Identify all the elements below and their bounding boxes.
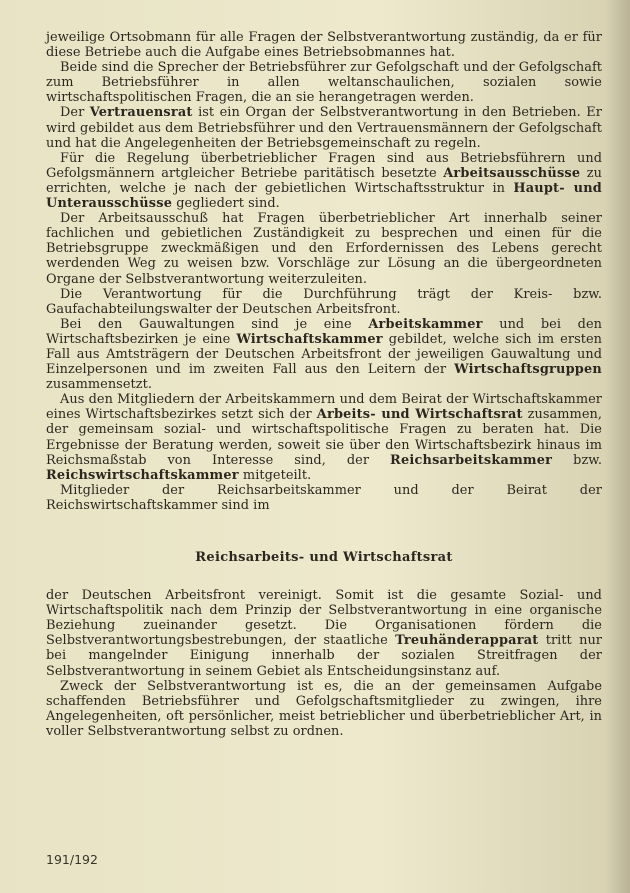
- paragraph-10: [46, 588, 602, 679]
- term-haupt-unterausschuesse: Haupt- und Unterausschüsse: [46, 180, 603, 212]
- paragraph-4: [46, 151, 602, 211]
- term-treuhaenderapparat: Treuhänderapparat: [395, 633, 539, 649]
- text-run: zusammensetzt.: [46, 377, 152, 393]
- term-wirtschaftsgruppen: Wirtschaftsgruppen: [454, 362, 602, 378]
- paragraph-9: Mitglieder der Reichsarbeitskammer und der Beirat der Reichswirtschaftskammer sind im: [46, 482, 602, 513]
- term-reichswirtschaftskammer: Reichswirtschaftskammer: [46, 467, 239, 483]
- text-run: Bei den Gauwaltungen sind je eine: [60, 316, 369, 332]
- section-heading: Reichsarbeits- und Wirtschaftsrat: [195, 550, 453, 565]
- text-run: gebildet, welche sich im ersten Fall aus Amtsträgern der Deutschen Arbeitsfront der jeweiligen Gauwaltung und Einzelpersonen und im zweiten Fall aus den Leitern der: [46, 331, 602, 378]
- body-text: [46, 30, 602, 739]
- term-vertrauensrat: Vertrauensrat: [89, 105, 193, 121]
- text-run: ist ein Organ der Selbstverantwortung in den Betrieben. Er wird gebildet aus dem Betriebsführer und den Vertrauensmännern der Gefolgschaft und hat die Angelegenheiten der Betriebsgemeinschaft zu regeln.: [46, 105, 602, 151]
- term-arbeitsausschuesse: Arbeitsausschüsse: [443, 165, 581, 181]
- text-run: Für die Regelung überbetrieblicher Fragen sind aus Betriebsführern und Gefolgsmännern artgleicher Betriebe paritätisch besetzte: [46, 150, 602, 181]
- paragraph-6: Die Verantwortung für die Durchführung trägt der Kreis- bzw. Gaufachabteilungswalter der Deutschen Arbeitsfront.: [46, 286, 602, 317]
- text-run: Aus den Mitgliedern der Arbeitskammern und dem Beirat der Wirtschaftskammer eines Wirtschaftsbezirkes setzt sich der: [46, 392, 602, 423]
- text-run: zu errichten, welche je nach der gebietlichen Wirtschaftsstruktur in: [46, 165, 602, 196]
- text-run: gegliedert sind.: [172, 196, 280, 212]
- paragraph-8: [46, 392, 602, 483]
- term-wirtschaftskammer: Wirtschaftskammer: [236, 331, 383, 347]
- text-run: Der: [60, 105, 90, 121]
- page-number: 191/192: [46, 852, 98, 867]
- text-run: zusammen, der gemeinsam sozial- und wirtschaftspolitische Fragen zu beraten hat. Die Ergebnisse der Beratung werden, soweit sie über den Wirtschaftsbezirk hinaus im Reichsmaßstab von Interesse sind, der: [46, 407, 603, 468]
- term-arbeitskammer: Arbeitskammer: [368, 316, 483, 332]
- text-run: der Deutschen Arbeitsfront vereinigt. Somit ist die gesamte Sozial- und Wirtschaftspolitik nach dem Prinzip der Selbstverantwortung in eine organische Beziehung zueinander gesetzt. Die Organisationen fördern die Selbstverantwortungsbestrebungen, der staatliche: [46, 588, 602, 649]
- text-run: mitgeteilt.: [238, 467, 312, 483]
- paragraph-1: jeweilige Ortsobmann für alle Fragen der Selbstverantwortung zuständig, da er für diese Betriebe auch die Aufgabe eines Betriebsobmannes hat.: [46, 30, 602, 61]
- term-arbeits-wirtschaftsrat: Arbeits- und Wirtschaftsrat: [316, 407, 523, 423]
- paragraph-11: Zweck der Selbstverantwortung ist es, die an der gemeinsamen Aufgabe schaffenden Betriebsführer und Gefolgschaftsmitglieder zu zwingen, ihre Angelegenheiten, oft persönlicher, meist betrieblicher und überbetrieblicher Art, in voller Selbstverantwortung selbst zu ordnen.: [46, 678, 602, 739]
- paragraph-5: Der Arbeitsausschuß hat Fragen überbetrieblicher Art innerhalb seiner fachlichen und gebietlichen Zuständigkeit zu besprechen und einen für die Betriebsgruppe zweckmäßigen und den Erfordernissen des Lebens gerecht werdenden Weg zu weisen bzw. Vorschläge zur Lösung an die übergeordneten Organe der Selbstverantwortung weiterzuleiten.: [46, 211, 602, 287]
- text-run: tritt nur bei mangelnder Einigung innerhalb der sozialen Streitfragen der Selbstverantwortung in seinem Gebiet als Entscheidungsinstanz auf.: [46, 633, 603, 679]
- text-run: und bei den Wirtschaftsbezirken je eine: [46, 316, 602, 347]
- paragraph-2: Beide sind die Sprecher der Betriebsführer zur Gefolgschaft und der Gefolgschaft zum Betriebsführer in allen weltanschaulichen, sozialen sowie wirtschaftspolitischen Fragen, die an sie herangetragen werden.: [46, 60, 602, 106]
- paragraph-7: [46, 317, 602, 392]
- text-run: bzw.: [552, 452, 602, 468]
- term-reichsarbeitskammer: Reichsarbeitskammer: [390, 452, 553, 468]
- paragraph-3: [46, 105, 602, 150]
